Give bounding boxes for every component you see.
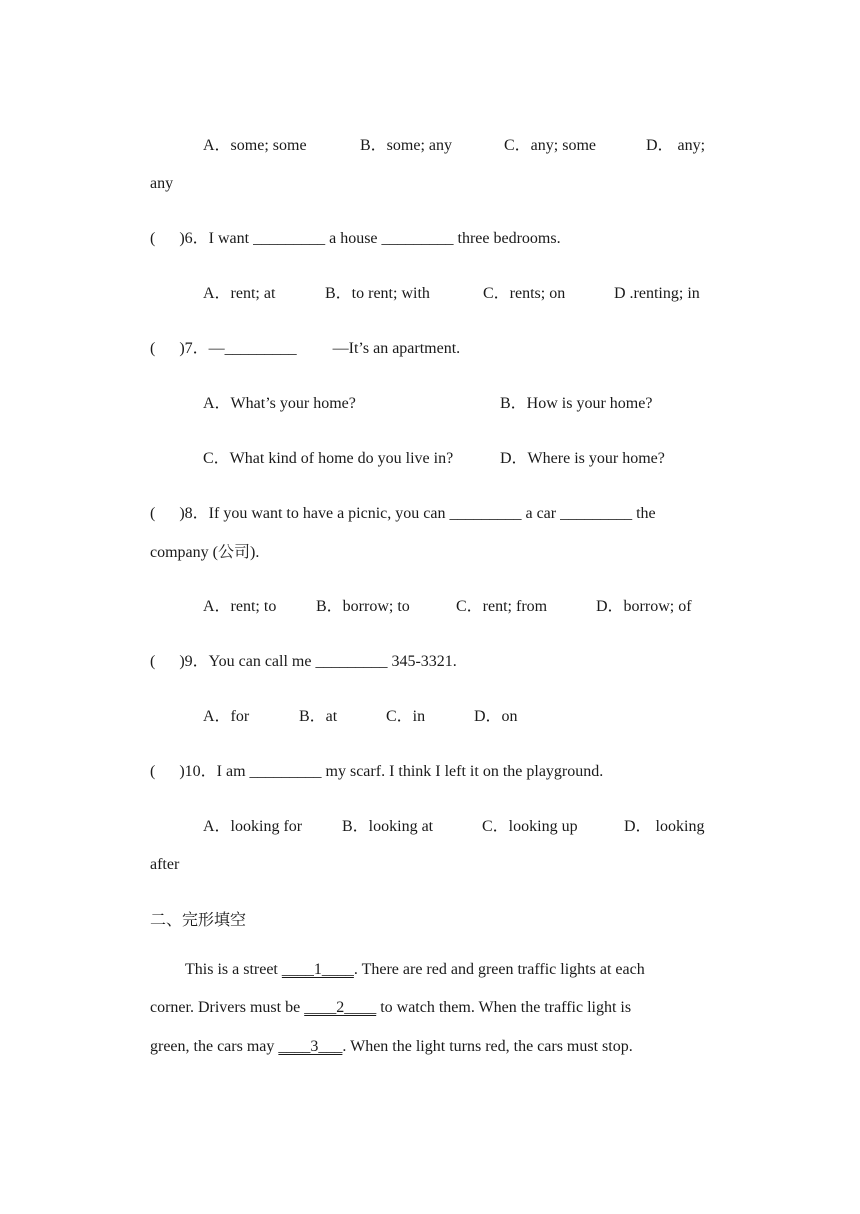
q10-stem: ( )10．I am _________ my scarf. I think I left it on the playground. [150, 763, 604, 780]
section-heading: 二、完形填空 [150, 910, 247, 929]
passage-text: to watch them. When the traffic light is [376, 999, 632, 1016]
q7-option-b: B．How is your home? [500, 395, 653, 412]
blank-1: ____1____ [281, 961, 354, 978]
q6-option-c: C．rents; on [483, 285, 566, 302]
blank-2: ____2____ [304, 999, 377, 1016]
q7-option-c: C．What kind of home do you live in? [203, 450, 454, 467]
q9-option-b: B．at [299, 708, 338, 725]
q10-option-b: B．looking at [342, 818, 434, 835]
q5-option-b: B．some; any [360, 137, 452, 154]
q8-option-a: A．rent; to [203, 598, 277, 615]
q10-option-a: A．looking for [203, 818, 303, 835]
q8-stem-line2-en: company ( [150, 544, 218, 561]
q5-option-a: A．some; some [203, 137, 307, 154]
passage-line-3 [150, 1037, 633, 1057]
q6-option-a: A．rent; at [203, 285, 276, 302]
passage-text: green, the cars may [150, 1038, 279, 1055]
q8-option-c: C．rent; from [456, 598, 548, 615]
q10-option-d-wrap: after [150, 856, 180, 873]
q8-stem-line2 [150, 542, 259, 563]
q7-stem: ( )7．—_________ —It’s an apartment. [150, 340, 461, 357]
q8-stem-line1: ( )8．If you want to have a picnic, you can _________ a car _________ the [150, 505, 656, 522]
q9-stem: ( )9．You can call me _________ 345-3321. [150, 653, 457, 670]
passage-text: . There are red and green traffic lights at each [353, 961, 645, 978]
q5-option-c: C．any; some [504, 137, 596, 154]
q8-option-b: B．borrow; to [316, 598, 410, 615]
q6-option-d: D .renting; in [614, 285, 700, 302]
q10-option-d: D． looking [624, 818, 705, 835]
q8-stem-line2-end: ). [250, 544, 260, 561]
passage-line-1 [185, 960, 645, 980]
passage-line-2 [150, 998, 631, 1018]
q8-stem-line2-cjk: 公司 [217, 542, 250, 561]
q9-option-d: D．on [474, 708, 518, 725]
passage-text: . When the light turns red, the cars must stop. [342, 1038, 633, 1055]
q9-option-c: C．in [386, 708, 426, 725]
q6-stem: ( )6．I want _________ a house _________ three bedrooms. [150, 230, 561, 247]
q10-option-c: C．looking up [482, 818, 578, 835]
blank-3: ____3___ [278, 1038, 343, 1055]
passage-text: This is a street [185, 961, 282, 978]
passage-text: corner. Drivers must be [150, 999, 305, 1016]
q5-option-d: D． any; [646, 137, 706, 154]
q7-option-d: D．Where is your home? [500, 450, 665, 467]
q8-option-d: D．borrow; of [596, 598, 692, 615]
q9-option-a: A．for [203, 708, 250, 725]
q5-option-d-wrap: any [150, 175, 174, 192]
q7-option-a: A．What’s your home? [203, 395, 356, 412]
q6-option-b: B．to rent; with [325, 285, 430, 302]
